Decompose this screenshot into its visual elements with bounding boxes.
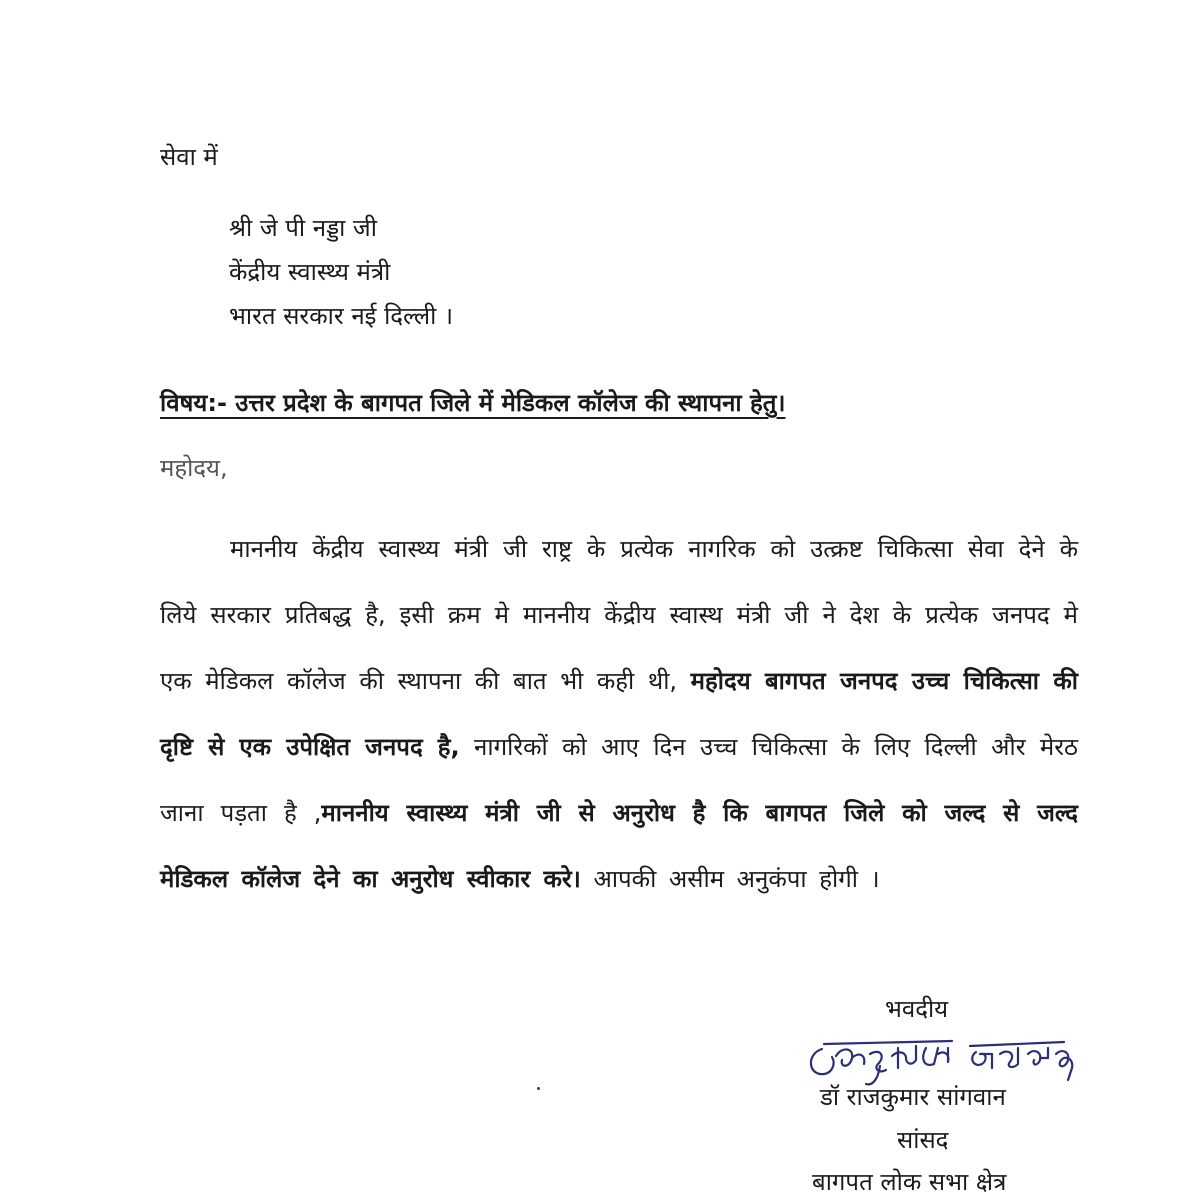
recipient-designation: केंद्रीय स्वास्थ्य मंत्री [229, 258, 391, 286]
greeting: महोदय, [160, 454, 228, 482]
body-bold-part1: महोदय बागपत जनपद उच्च चिकित्सा की दृष्टि से एक उपेक्षित जनपद है, [160, 667, 1078, 761]
recipient-address: भारत सरकार नई दिल्ली । [229, 302, 454, 330]
recipient-name: श्री जे पी नड्डा जी [229, 214, 377, 242]
body-text-part2: नागरिकों को आए दिन उच्च चिकित्सा के लिए दिल्ली और मेरठ जाना पड़ता है , [160, 733, 1078, 827]
paper-speck [537, 1087, 540, 1090]
salutation-to: सेवा में [160, 143, 218, 171]
subject-line: विषय:- उत्तर प्रदेश के बागपत जिले में मेडिकल कॉलेज की स्थापना हेतु। [160, 389, 786, 417]
signer-title: सांसद [897, 1126, 949, 1154]
body-bold-part2: माननीय स्वास्थ्य मंत्री जी से अनुरोध है कि बागपत जिले को जल्द से जल्द मेडिकल कॉलेज देने का अनुरोध स्वीकार करे। [160, 799, 1078, 893]
signer-constituency: बागपत लोक सभा क्षेत्र [812, 1168, 1007, 1196]
body-text-part1: माननीय केंद्रीय स्वास्थ्य मंत्री जी राष्ट्र के प्रत्येक नागरिक को उत्क्रष्ट चिकित्सा सेवा देने के लिये सरकार प्रतिबद्ध है, इसी क्रम मे माननीय केंद्रीय स्वास्थ मंत्री जी ने देश के प्रत्येक जनपद मे एक मेडिकल कॉलेज की स्थापना की बात भी कही थी, [160, 535, 1078, 695]
body-text-part3: आपकी असीम अनुकंपा होगी । [593, 865, 880, 893]
signer-name: डॉ राजकुमार सांगवान [820, 1083, 1006, 1111]
letter-body [160, 516, 1078, 912]
closing-phrase: भवदीय [885, 995, 949, 1023]
